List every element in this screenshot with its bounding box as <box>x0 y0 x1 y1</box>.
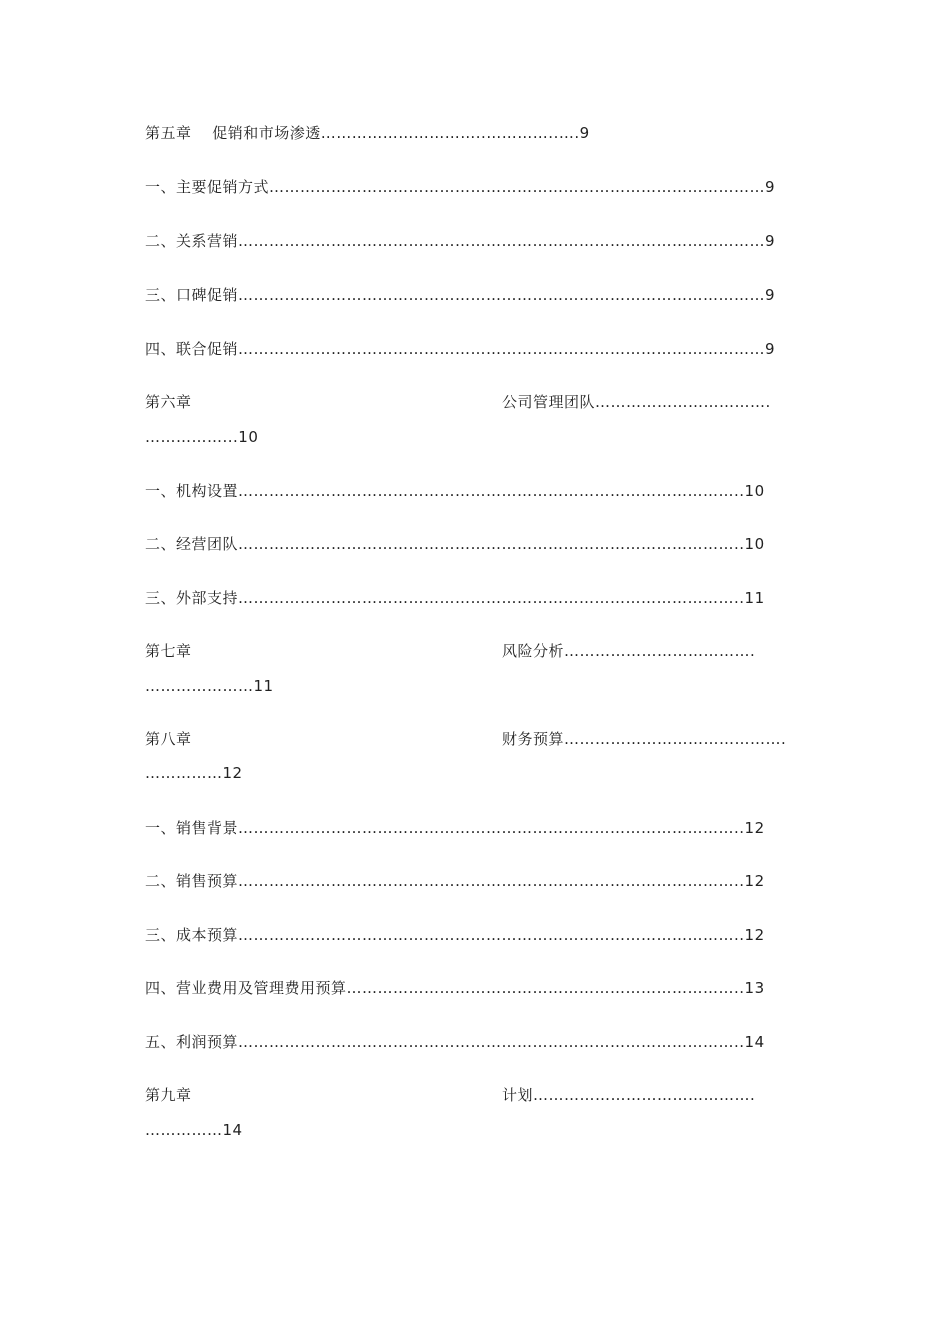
toc-section-8-3[interactable]: 三、成本预算……………………………………………………………………………………..12 <box>145 926 765 944</box>
toc-chapter-8-title[interactable]: 财务预算……………………………………. <box>502 730 787 748</box>
toc-chapter-6-cont[interactable]: ……………...10 <box>145 428 259 446</box>
toc-chapter-6-label[interactable]: 第六章 <box>145 393 192 411</box>
toc-section-6-3[interactable]: 三、外部支持……………………………………………………………………………………..11 <box>145 589 765 607</box>
toc-section-5-3[interactable]: 三、口碑促销…………………………………………………………………………………………9 <box>145 286 776 304</box>
toc-section-6-1[interactable]: 一、机构设置……………………………………………………………………………………..10 <box>145 482 765 500</box>
toc-chapter-7-title[interactable]: 风险分析………………………………. <box>502 642 756 660</box>
toc-chapter-5[interactable]: 第五章 促销和市场渗透…………………………..…………..….9 <box>145 124 590 142</box>
toc-chapter-8-cont[interactable]: ……………12 <box>145 764 243 782</box>
toc-section-8-5[interactable]: 五、利润预算……………………………………………………………………………………..14 <box>145 1033 765 1051</box>
toc-chapter-9-cont[interactable]: ……………14 <box>145 1121 243 1139</box>
toc-chapter-9-label[interactable]: 第九章 <box>145 1086 192 1104</box>
toc-chapter-9-title[interactable]: 计划……………………………………. <box>502 1086 756 1104</box>
toc-section-6-2[interactable]: 二、经营团队……………………………………………………………………………………..10 <box>145 535 765 553</box>
toc-chapter-7-label[interactable]: 第七章 <box>145 642 192 660</box>
toc-section-8-4[interactable]: 四、营业费用及管理费用预算…………………………………………………………………..13 <box>145 979 765 997</box>
toc-section-8-2[interactable]: 二、销售预算……………………………………………………………………………………..12 <box>145 872 765 890</box>
toc-section-5-2[interactable]: 二、关系营销…………………………………………………………………………………………9 <box>145 232 776 250</box>
toc-section-5-1[interactable]: 一、主要促销方式……………………………………………………………………………………9 <box>145 178 776 196</box>
toc-chapter-7-cont[interactable]: …………………11 <box>145 677 274 695</box>
toc-chapter-8-label[interactable]: 第八章 <box>145 730 192 748</box>
toc-section-8-1[interactable]: 一、销售背景……………………………………………………………………………………..12 <box>145 819 765 837</box>
toc-chapter-6-title[interactable]: 公司管理团队……………………………. <box>502 393 771 411</box>
toc-section-5-4[interactable]: 四、联合促销…………………………………………………………………………………………9 <box>145 340 776 358</box>
